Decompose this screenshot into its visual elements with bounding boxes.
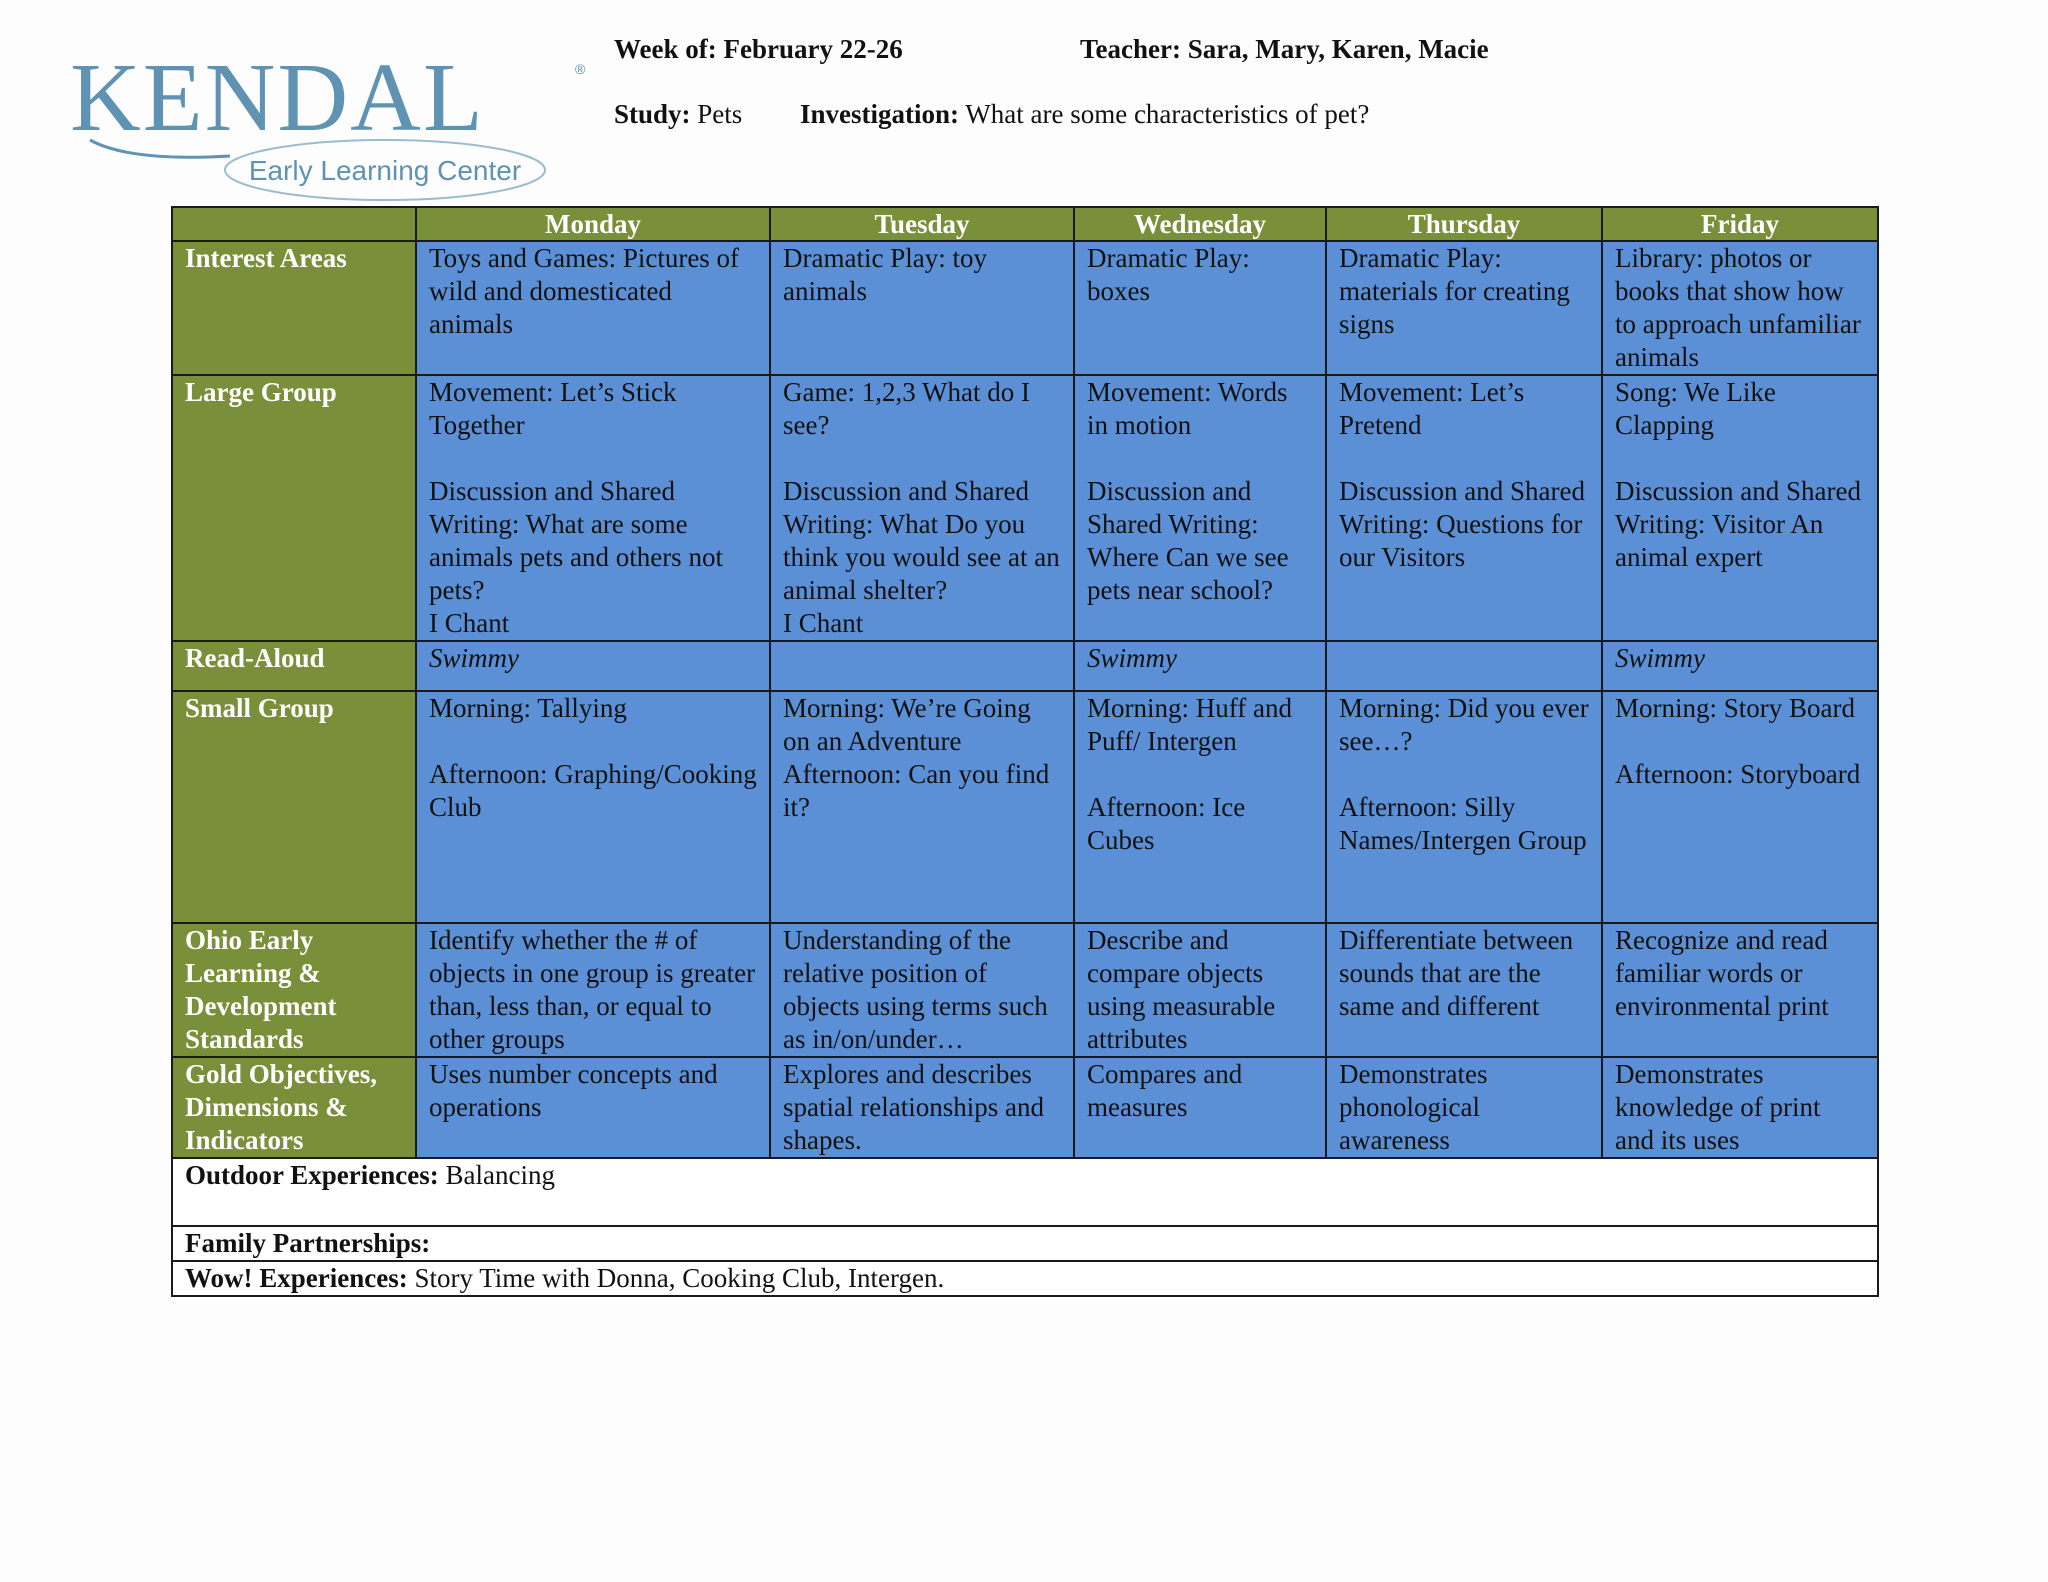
- kendal-logo-graphic: [70, 52, 600, 212]
- row-large-group: [172, 375, 1878, 641]
- cell-tuesday: [770, 641, 1074, 691]
- row-small-group: [172, 691, 1878, 923]
- cell-monday: Uses number concepts and operations: [416, 1057, 770, 1158]
- row-gold-objectives: [172, 1057, 1878, 1158]
- investigation-label: Investigation:: [800, 99, 960, 129]
- cell-tuesday: Morning: We’re Going on an Adventure Afternoon: Can you find it?: [770, 691, 1074, 923]
- row-ohio-standards: [172, 923, 1878, 1057]
- cell-thursday: [1326, 641, 1602, 691]
- day-header-friday: Friday: [1602, 207, 1878, 241]
- family-label: Family Partnerships:: [185, 1228, 431, 1258]
- cell-tuesday: Game: 1,2,3 What do I see? Discussion and Shared Writing: What Do you think you would see at an animal shelter? I Chant: [770, 375, 1074, 641]
- day-header-thursday: Thursday: [1326, 207, 1602, 241]
- outdoor-label: Outdoor Experiences:: [185, 1160, 439, 1190]
- cell-thursday: Movement: Let’s Pretend Discussion and Shared Writing: Questions for our Visitors: [1326, 375, 1602, 641]
- cell-wednesday: Swimmy: [1074, 641, 1326, 691]
- day-header-wednesday: Wednesday: [1074, 207, 1326, 241]
- cell-wednesday: Dramatic Play: boxes: [1074, 241, 1326, 375]
- cell-friday: Morning: Story Board Afternoon: Storyboard: [1602, 691, 1878, 923]
- week-of: Week of: February 22-26: [614, 34, 903, 64]
- family-partnerships: [172, 1226, 1878, 1261]
- day-header-tuesday: Tuesday: [770, 207, 1074, 241]
- row-label: Interest Areas: [172, 241, 416, 375]
- cell-thursday: Demonstrates phonological awareness: [1326, 1057, 1602, 1158]
- study-label: Study:: [614, 99, 691, 129]
- cell-thursday: Dramatic Play: materials for creating signs: [1326, 241, 1602, 375]
- wow-experiences: [172, 1261, 1878, 1296]
- cell-friday: Library: photos or books that show how to approach unfamiliar animals: [1602, 241, 1878, 375]
- weekly-plan-table: [171, 206, 1879, 1297]
- row-label: Read-Aloud: [172, 641, 416, 691]
- day-header-row: [172, 207, 1878, 241]
- investigation: [800, 99, 1369, 130]
- cell-thursday: Differentiate between sounds that are the same and different: [1326, 923, 1602, 1057]
- cell-tuesday: Dramatic Play: toy animals: [770, 241, 1074, 375]
- kendal-logo: [70, 52, 600, 212]
- outdoor-experiences: [172, 1158, 1878, 1226]
- logo-registered-mark: ®: [575, 61, 586, 77]
- wow-label: Wow! Experiences:: [185, 1263, 408, 1293]
- cell-wednesday: Describe and compare objects using measurable attributes: [1074, 923, 1326, 1057]
- cell-wednesday: Morning: Huff and Puff/ Intergen Afternoon: Ice Cubes: [1074, 691, 1326, 923]
- cell-tuesday: Understanding of the relative position of objects using terms such as in/on/under…: [770, 923, 1074, 1057]
- cell-monday: Swimmy: [416, 641, 770, 691]
- day-header-monday: Monday: [416, 207, 770, 241]
- row-outdoor-experiences: [172, 1158, 1878, 1226]
- row-interest-areas: [172, 241, 1878, 375]
- cell-friday: Swimmy: [1602, 641, 1878, 691]
- cell-monday: Identify whether the # of objects in one group is greater than, less than, or equal to other groups: [416, 923, 770, 1057]
- cell-tuesday: Explores and describes spatial relationships and shapes.: [770, 1057, 1074, 1158]
- row-label: Large Group: [172, 375, 416, 641]
- cell-monday: Movement: Let’s Stick Together Discussion and Shared Writing: What are some animals pets and others not pets? I Chant: [416, 375, 770, 641]
- corner-cell: [172, 207, 416, 241]
- row-label: Gold Objectives, Dimensions & Indicators: [172, 1057, 416, 1158]
- cell-thursday: Morning: Did you ever see…? Afternoon: Silly Names/Intergen Group: [1326, 691, 1602, 923]
- study-value: Pets: [697, 99, 743, 129]
- row-label: Small Group: [172, 691, 416, 923]
- cell-friday: Recognize and read familiar words or environmental print: [1602, 923, 1878, 1057]
- logo-wordmark: KENDAL: [70, 52, 485, 152]
- outdoor-value: Balancing: [445, 1160, 555, 1190]
- cell-wednesday: Compares and measures: [1074, 1057, 1326, 1158]
- row-wow-experiences: [172, 1261, 1878, 1296]
- wow-value: Story Time with Donna, Cooking Club, Intergen.: [414, 1263, 945, 1293]
- cell-friday: Demonstrates knowledge of print and its uses: [1602, 1057, 1878, 1158]
- logo-subtitle: Early Learning Center: [248, 155, 522, 186]
- cell-monday: Toys and Games: Pictures of wild and domesticated animals: [416, 241, 770, 375]
- row-read-aloud: [172, 641, 1878, 691]
- cell-friday: Song: We Like Clapping Discussion and Shared Writing: Visitor An animal expert: [1602, 375, 1878, 641]
- investigation-value: What are some characteristics of pet?: [965, 99, 1370, 129]
- cell-monday: Morning: Tallying Afternoon: Graphing/Cooking Club: [416, 691, 770, 923]
- row-label: Ohio Early Learning & Development Standards: [172, 923, 416, 1057]
- study: [614, 99, 742, 130]
- teacher-names: Teacher: Sara, Mary, Karen, Macie: [1080, 34, 1489, 64]
- row-family-partnerships: [172, 1226, 1878, 1261]
- cell-wednesday: Movement: Words in motion Discussion and Shared Writing: Where Can we see pets near school?: [1074, 375, 1326, 641]
